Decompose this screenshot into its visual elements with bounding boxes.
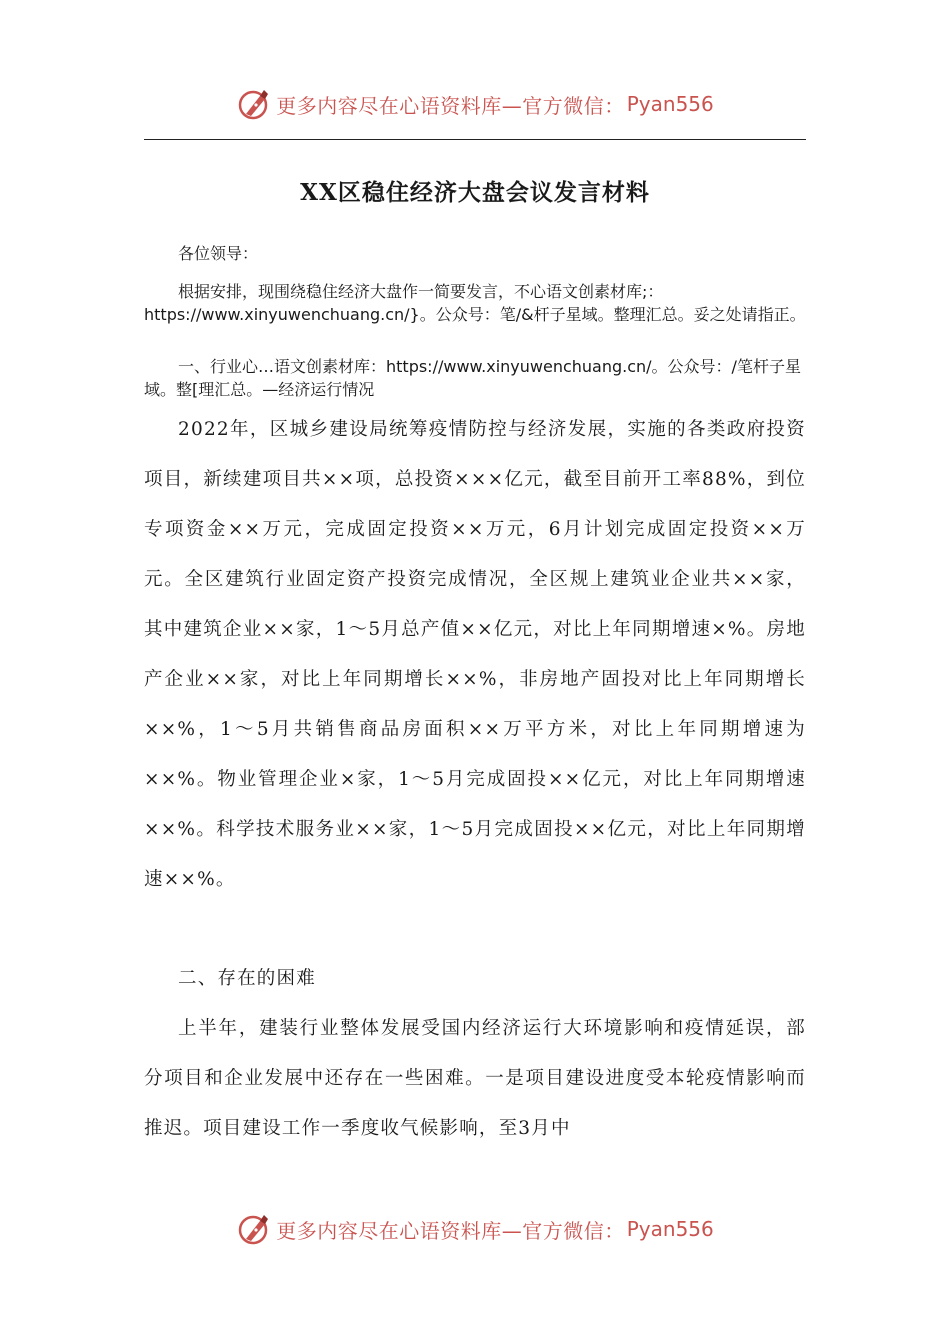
header-banner (0, 82, 950, 126)
header-divider (144, 139, 806, 140)
pen-nib-logo-icon (236, 86, 272, 122)
section-2-heading: 二、存在的困难 (178, 968, 316, 989)
document-title: XX区稳住经济大盘会议发言材料 (300, 179, 650, 206)
footer-wechat-id: Pyan556 (626, 1217, 714, 1241)
intro-paragraph: 根据安排，现围绕稳住经济大盘作一简要发言，不心语文创素材库;：https://www.xinyuwenchuang.cn/}。公众号：笔/&杆子星域。整理汇总。妥之处请指正。 (144, 282, 806, 324)
salutation: 各位领导： (178, 244, 259, 263)
pen-nib-logo-icon (236, 1211, 272, 1247)
footer-banner-text: 更多内容尽在心语资料库—官方微信： (276, 1218, 625, 1243)
header-banner-text: 更多内容尽在心语资料库—官方微信： (276, 93, 625, 118)
footer-banner (0, 1207, 950, 1251)
section-1-heading: 一、行业心…语文创素材库：https://www.xinyuwenchuang.cn/。公众号：/笔杆子星域。整[理汇总。—经济运行情况 (144, 357, 801, 399)
paragraph-economic-situation: 2022年，区城乡建设局统筹疫情防控与经济发展，实施的各类政府投资项目，新续建项目共××项，总投资×××亿元，截至目前开工率88%，到位专项资金××万元，完成固定投资××万元，6月计划完成固定投资××万元。全区建筑行业固定资产投资完成情况，全区规上建筑业企业共××家，其中建筑企业××家，1～5月总产值××亿元，对比上年同期增速×%。房地产企业××家，对比上年同期增长××%，非房地产固投对比上年同期增长××%，1～5月共销售商品房面积××万平方米，对比上年同期增速为××%。物业管理企业×家，1～5月完成固投××亿元，对比上年同期增速××%。科学技术服务业××家，1～5月完成固投××亿元，对比上年同期增速××%。 (144, 419, 806, 890)
header-wechat-id: Pyan556 (626, 92, 714, 116)
paragraph-difficulties: 上半年，建装行业整体发展受国内经济运行大环境影响和疫情延误，部分项目和企业发展中还存在一些困难。一是项目建设进度受本轮疫情影响而推迟。项目建设工作一季度收气候影响，至3月中 (144, 1018, 806, 1139)
